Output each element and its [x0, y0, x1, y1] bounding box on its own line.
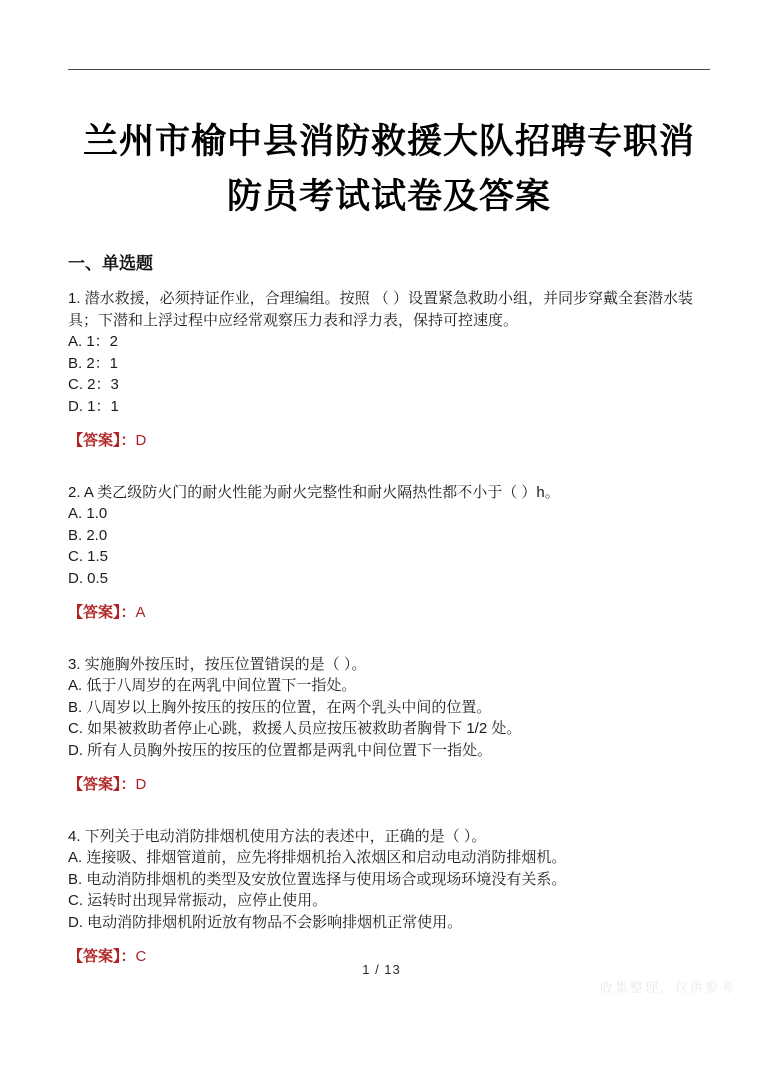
question-option: A. 1：2 [68, 333, 119, 350]
page-title: 兰州市榆中县消防救援大队招聘专职消防员考试试卷及答案 [82, 122, 695, 216]
option-list [68, 331, 710, 417]
question-option: A. 1.0 [68, 505, 108, 522]
question-option: C. 2：3 [68, 376, 119, 393]
question-option: A. 连接吸、排烟管道前，应先将排烟机抬入浓烟区和启动电动消防排烟机。 [68, 849, 567, 866]
question-text: 2. A 类乙级防火门的耐火性能为耐火完整性和耐火隔热性都不小于（ ）h。 [68, 483, 560, 501]
answer-letter: D [135, 432, 147, 449]
option-list [68, 503, 710, 589]
answer-letter: C [135, 948, 147, 965]
answer-line [68, 774, 710, 796]
option-list [68, 847, 710, 933]
question-option: D. 0.5 [68, 569, 109, 587]
question-text: 4. 下列关于电动消防排烟机使用方法的表述中，正确的是（ ）。 [68, 827, 487, 845]
question-block [68, 654, 710, 796]
question-option: C. 1.5 [68, 548, 109, 565]
question-block [68, 288, 710, 452]
question-option: B. 2.0 [68, 526, 108, 544]
question-option: D. 所有人员胸外按压的按压的位置都是两乳中间位置下一指处。 [68, 741, 493, 759]
answer-label: 【答案】： [68, 432, 136, 449]
question-option: D. 电动消防排烟机附近放有物品不会影响排烟机正常使用。 [68, 913, 463, 931]
page-number: 1 / 13 [362, 962, 401, 977]
header-rule [68, 69, 710, 70]
question-block [68, 482, 710, 624]
watermark: 收集整理，仅供参考 [599, 980, 735, 995]
answer-letter: A [135, 604, 147, 621]
section-heading: 一、单选题 [68, 254, 153, 273]
question-option: C. 运转时出现异常振动，应停止使用。 [68, 892, 328, 909]
question-list [68, 288, 710, 968]
question-text: 3. 实施胸外按压时，按压位置错误的是（ ）。 [68, 655, 367, 673]
question-block [68, 826, 710, 968]
answer-label: 【答案】： [68, 604, 136, 621]
answer-label: 【答案】： [68, 948, 136, 965]
answer-letter: D [135, 776, 147, 793]
answer-line [68, 602, 710, 624]
option-list [68, 675, 710, 761]
answer-line [68, 430, 710, 452]
question-option: B. 2：1 [68, 354, 119, 372]
question-option: D. 1：1 [68, 397, 119, 415]
question-option: A. 低于八周岁的在两乳中间位置下一指处。 [68, 677, 357, 694]
question-option: B. 电动消防排烟机的类型及安放位置选择与使用场合或现场环境没有关系。 [68, 870, 567, 888]
answer-label: 【答案】： [68, 776, 136, 793]
question-text: 1. 潜水救援，必须持证作业，合理编组。按照 （ ）设置紧急救助小组，并同步穿戴全套潜水装具；下潜和上浮过程中应经常观察压力表和浮力表，保持可控速度。 [68, 290, 694, 329]
question-option: B. 八周岁以上胸外按压的按压的位置，在两个乳头中间的位置。 [68, 698, 492, 716]
question-option: C. 如果被救助者停止心跳，救援人员应按压被救助者胸骨下 1/2 处。 [68, 720, 522, 737]
